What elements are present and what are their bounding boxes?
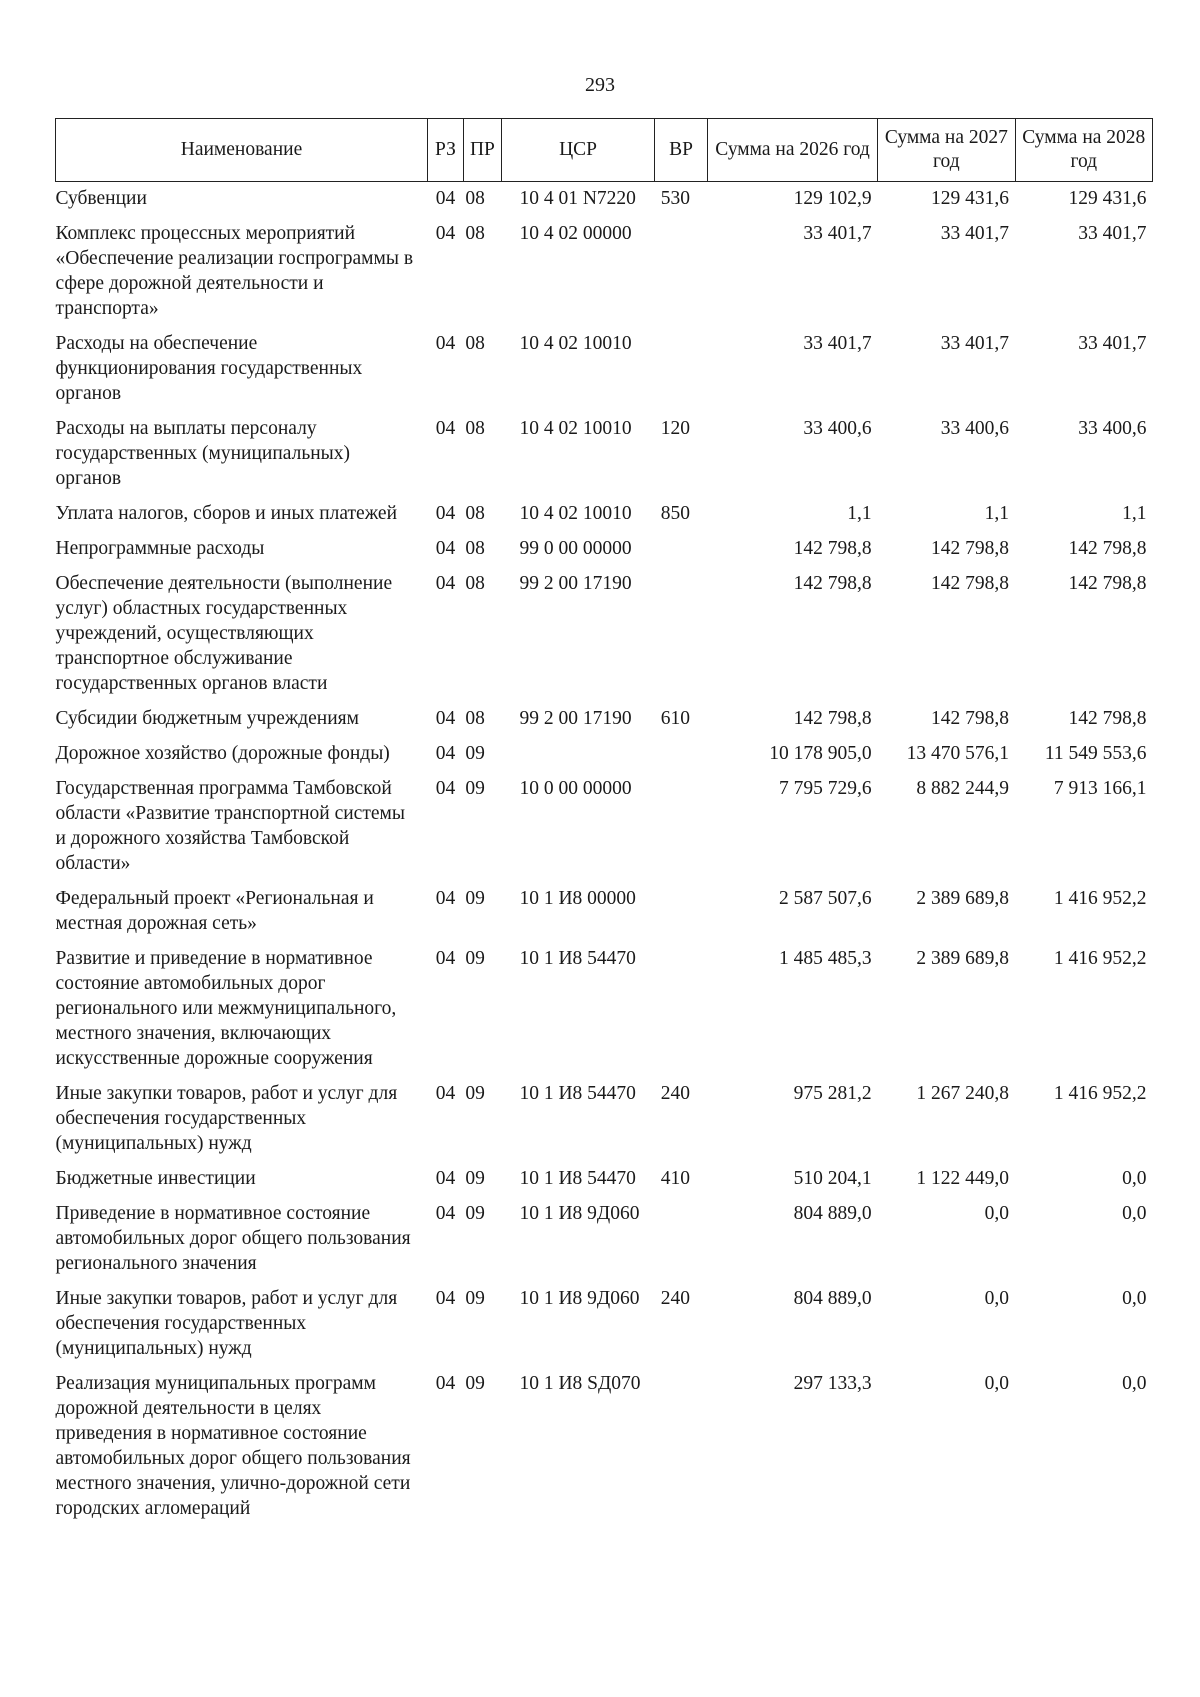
table-row <box>56 327 1153 412</box>
row-sum-2027: 1 267 240,8 <box>916 1083 1010 1104</box>
row-sum-2028: 33 400,6 <box>1078 418 1147 439</box>
row-vr <box>655 942 708 1077</box>
table-row <box>56 217 1153 327</box>
table-row <box>56 1162 1153 1197</box>
row-sum-2028: 142 798,8 <box>1068 573 1147 594</box>
row-vr <box>655 532 708 567</box>
row-vr: 410 <box>660 1168 690 1189</box>
row-name: Иные закупки товаров, работ и услуг для обеспечения государственных (муниципальных) нужд <box>55 1083 398 1154</box>
row-sum-2026: 142 798,8 <box>793 538 872 559</box>
row-sum-2028: 0,0 <box>1122 1373 1147 1394</box>
row-name: Расходы на обеспечение функционирования государственных органов <box>55 333 363 404</box>
row-vr <box>655 567 708 702</box>
row-rz: 04 <box>435 333 456 354</box>
row-sum-2027: 33 400,6 <box>940 418 1010 439</box>
row-vr <box>655 1367 708 1527</box>
row-csr: 99 2 00 17190 <box>519 708 632 729</box>
row-rz: 04 <box>435 888 456 909</box>
table-header-row <box>56 119 1153 182</box>
row-sum-2028: 1 416 952,2 <box>1053 1083 1147 1104</box>
row-rz: 04 <box>435 538 456 559</box>
row-csr: 10 4 01 N7220 <box>519 188 636 209</box>
row-sum-2026: 10 178 905,0 <box>769 743 872 764</box>
table-row <box>56 1282 1153 1367</box>
row-name: Федеральный проект «Региональная и местная дорожная сеть» <box>55 888 374 934</box>
row-pr: 08 <box>465 708 485 729</box>
row-pr: 09 <box>465 1203 485 1224</box>
row-csr: 10 1 И8 54470 <box>519 1168 636 1189</box>
row-name: Иные закупки товаров, работ и услуг для обеспечения государственных (муниципальных) нужд <box>55 1288 398 1359</box>
row-vr <box>655 1197 708 1282</box>
row-vr: 850 <box>660 503 690 524</box>
row-rz: 04 <box>435 1203 456 1224</box>
table-row <box>56 532 1153 567</box>
page-number: 293 <box>585 74 615 96</box>
row-sum-2028: 1 416 952,2 <box>1053 948 1147 969</box>
header-rz: РЗ <box>428 119 464 182</box>
row-name: Обеспечение деятельности (выполнение услуг) областных государственных учреждений, осуществляющих транспортное обслуживание государственных органов власти <box>55 573 393 694</box>
row-rz: 04 <box>435 948 456 969</box>
table-row <box>56 567 1153 702</box>
row-sum-2027: 142 798,8 <box>931 708 1010 729</box>
row-csr: 10 4 02 00000 <box>519 223 632 244</box>
row-sum-2026: 33 401,7 <box>803 333 872 354</box>
row-csr: 10 1 И8 9Д060 <box>519 1203 640 1224</box>
row-rz: 04 <box>435 573 456 594</box>
row-sum-2028: 142 798,8 <box>1068 708 1147 729</box>
row-pr: 08 <box>465 503 485 524</box>
row-pr: 09 <box>465 1373 485 1394</box>
row-sum-2027: 142 798,8 <box>931 573 1010 594</box>
row-rz: 04 <box>435 1083 456 1104</box>
row-pr: 09 <box>465 778 485 799</box>
row-pr: 09 <box>465 1168 485 1189</box>
row-name: Комплекс процессных мероприятий «Обеспечение реализации госпрограммы в сфере дорожной деятельности и транспорта» <box>55 223 414 319</box>
row-pr: 09 <box>465 888 485 909</box>
row-name: Субвенции <box>55 188 147 209</box>
table-row <box>56 737 1153 772</box>
row-rz: 04 <box>435 503 456 524</box>
budget-table <box>55 118 1153 1527</box>
row-csr: 10 0 00 00000 <box>519 778 632 799</box>
row-sum-2028: 0,0 <box>1122 1168 1147 1189</box>
table-row <box>56 1197 1153 1282</box>
row-csr: 99 0 00 00000 <box>519 538 632 559</box>
header-2028: Сумма на 2028 год <box>1015 119 1152 182</box>
row-vr <box>655 737 708 772</box>
row-pr: 09 <box>465 743 485 764</box>
row-sum-2027: 13 470 576,1 <box>906 743 1010 764</box>
row-csr: 10 4 02 10010 <box>519 503 632 524</box>
row-pr: 09 <box>465 1288 485 1309</box>
table-row <box>56 702 1153 737</box>
row-csr: 10 1 И8 54470 <box>519 1083 636 1104</box>
row-sum-2027: 1,1 <box>984 503 1010 524</box>
table-row <box>56 772 1153 882</box>
row-sum-2026: 297 133,3 <box>793 1373 872 1394</box>
row-rz: 04 <box>435 708 456 729</box>
row-name: Непрограммные расходы <box>55 538 265 559</box>
row-vr: 120 <box>660 418 690 439</box>
row-name: Субсидии бюджетным учреждениям <box>55 708 359 729</box>
row-sum-2027: 33 401,7 <box>940 333 1010 354</box>
row-name: Развитие и приведение в нормативное состояние автомобильных дорог регионального или межмуниципального, местного значения, включающих искусственные дорожные сооружения <box>55 948 397 1069</box>
row-csr: 10 1 И8 54470 <box>519 948 636 969</box>
row-sum-2028: 0,0 <box>1122 1203 1147 1224</box>
row-csr: 99 2 00 17190 <box>519 573 632 594</box>
row-sum-2027: 1 122 449,0 <box>916 1168 1010 1189</box>
table-row <box>56 1367 1153 1527</box>
row-rz: 04 <box>435 1168 456 1189</box>
row-rz: 04 <box>435 778 456 799</box>
row-vr <box>655 327 708 412</box>
row-sum-2028: 33 401,7 <box>1078 333 1147 354</box>
row-rz: 04 <box>435 418 456 439</box>
row-sum-2028: 33 401,7 <box>1078 223 1147 244</box>
row-name: Дорожное хозяйство (дорожные фонды) <box>55 743 390 764</box>
row-sum-2028: 129 431,6 <box>1068 188 1147 209</box>
row-sum-2027: 2 389 689,8 <box>916 948 1010 969</box>
row-sum-2026: 33 401,7 <box>803 223 872 244</box>
row-csr: 10 4 02 10010 <box>519 333 632 354</box>
header-vr: ВР <box>655 119 708 182</box>
row-pr: 08 <box>465 573 485 594</box>
row-name: Государственная программа Тамбовской области «Развитие транспортной системы и дорожного хозяйства Тамбовской области» <box>55 778 405 874</box>
row-sum-2028: 1,1 <box>1122 503 1147 524</box>
row-csr: 10 1 И8 00000 <box>519 888 636 909</box>
row-name: Реализация муниципальных программ дорожной деятельности в целях приведения в нормативное состояние автомобильных дорог общего пользования местного значения, улично-дорожной сети городских агломераций <box>55 1373 411 1519</box>
row-sum-2027: 33 401,7 <box>940 223 1010 244</box>
row-sum-2028: 142 798,8 <box>1068 538 1147 559</box>
row-name: Уплата налогов, сборов и иных платежей <box>55 503 398 524</box>
row-sum-2026: 510 204,1 <box>793 1168 872 1189</box>
table-row <box>56 497 1153 532</box>
row-rz: 04 <box>435 223 456 244</box>
header-2026: Сумма на 2026 год <box>708 119 878 182</box>
row-vr: 240 <box>660 1288 690 1309</box>
row-sum-2027: 0,0 <box>984 1203 1010 1224</box>
row-sum-2028: 0,0 <box>1122 1288 1147 1309</box>
table-row <box>56 1077 1153 1162</box>
table-row <box>56 882 1153 942</box>
row-pr: 08 <box>465 418 485 439</box>
row-csr: 10 4 02 10010 <box>519 418 632 439</box>
row-name: Приведение в нормативное состояние автомобильных дорог общего пользования регионального значения <box>55 1203 411 1274</box>
row-vr: 240 <box>660 1083 690 1104</box>
row-pr: 08 <box>465 188 485 209</box>
row-vr: 530 <box>660 188 690 209</box>
row-rz: 04 <box>435 743 456 764</box>
row-name: Бюджетные инвестиции <box>55 1168 256 1189</box>
header-csr: ЦСР <box>501 119 654 182</box>
row-csr <box>501 737 654 772</box>
row-sum-2028: 11 549 553,6 <box>1044 743 1147 764</box>
row-sum-2027: 2 389 689,8 <box>916 888 1010 909</box>
row-sum-2027: 142 798,8 <box>931 538 1010 559</box>
row-sum-2026: 129 102,9 <box>793 188 872 209</box>
row-sum-2027: 8 882 244,9 <box>916 778 1010 799</box>
row-name: Расходы на выплаты персоналу государственных (муниципальных) органов <box>55 418 351 489</box>
row-vr <box>655 882 708 942</box>
row-pr: 08 <box>465 223 485 244</box>
row-vr: 610 <box>660 708 690 729</box>
row-sum-2027: 0,0 <box>984 1288 1010 1309</box>
row-sum-2026: 2 587 507,6 <box>779 888 872 909</box>
row-sum-2028: 7 913 166,1 <box>1053 778 1147 799</box>
row-pr: 08 <box>465 333 485 354</box>
header-2027: Сумма на 2027 год <box>878 119 1015 182</box>
row-rz: 04 <box>435 1288 456 1309</box>
row-sum-2026: 804 889,0 <box>793 1203 872 1224</box>
row-sum-2026: 1 485 485,3 <box>779 948 872 969</box>
row-sum-2028: 1 416 952,2 <box>1053 888 1147 909</box>
table-row <box>56 182 1153 218</box>
row-sum-2026: 975 281,2 <box>793 1083 872 1104</box>
row-csr: 10 1 И8 9Д060 <box>519 1288 640 1309</box>
row-sum-2026: 142 798,8 <box>793 708 872 729</box>
row-sum-2026: 33 400,6 <box>803 418 872 439</box>
row-pr: 09 <box>465 948 485 969</box>
row-sum-2027: 129 431,6 <box>931 188 1010 209</box>
row-sum-2026: 1,1 <box>847 503 872 524</box>
row-vr <box>655 217 708 327</box>
row-pr: 09 <box>465 1083 485 1104</box>
table-row <box>56 942 1153 1077</box>
row-rz: 04 <box>435 188 456 209</box>
row-sum-2026: 804 889,0 <box>793 1288 872 1309</box>
row-pr: 08 <box>465 538 485 559</box>
row-sum-2026: 7 795 729,6 <box>779 778 872 799</box>
header-pr: ПР <box>463 119 501 182</box>
table-body <box>56 182 1153 1528</box>
table-row <box>56 412 1153 497</box>
header-name: Наименование <box>56 119 428 182</box>
row-sum-2027: 0,0 <box>984 1373 1010 1394</box>
row-vr <box>655 772 708 882</box>
row-sum-2026: 142 798,8 <box>793 573 872 594</box>
row-csr: 10 1 И8 SД070 <box>519 1373 641 1394</box>
row-rz: 04 <box>435 1373 456 1394</box>
